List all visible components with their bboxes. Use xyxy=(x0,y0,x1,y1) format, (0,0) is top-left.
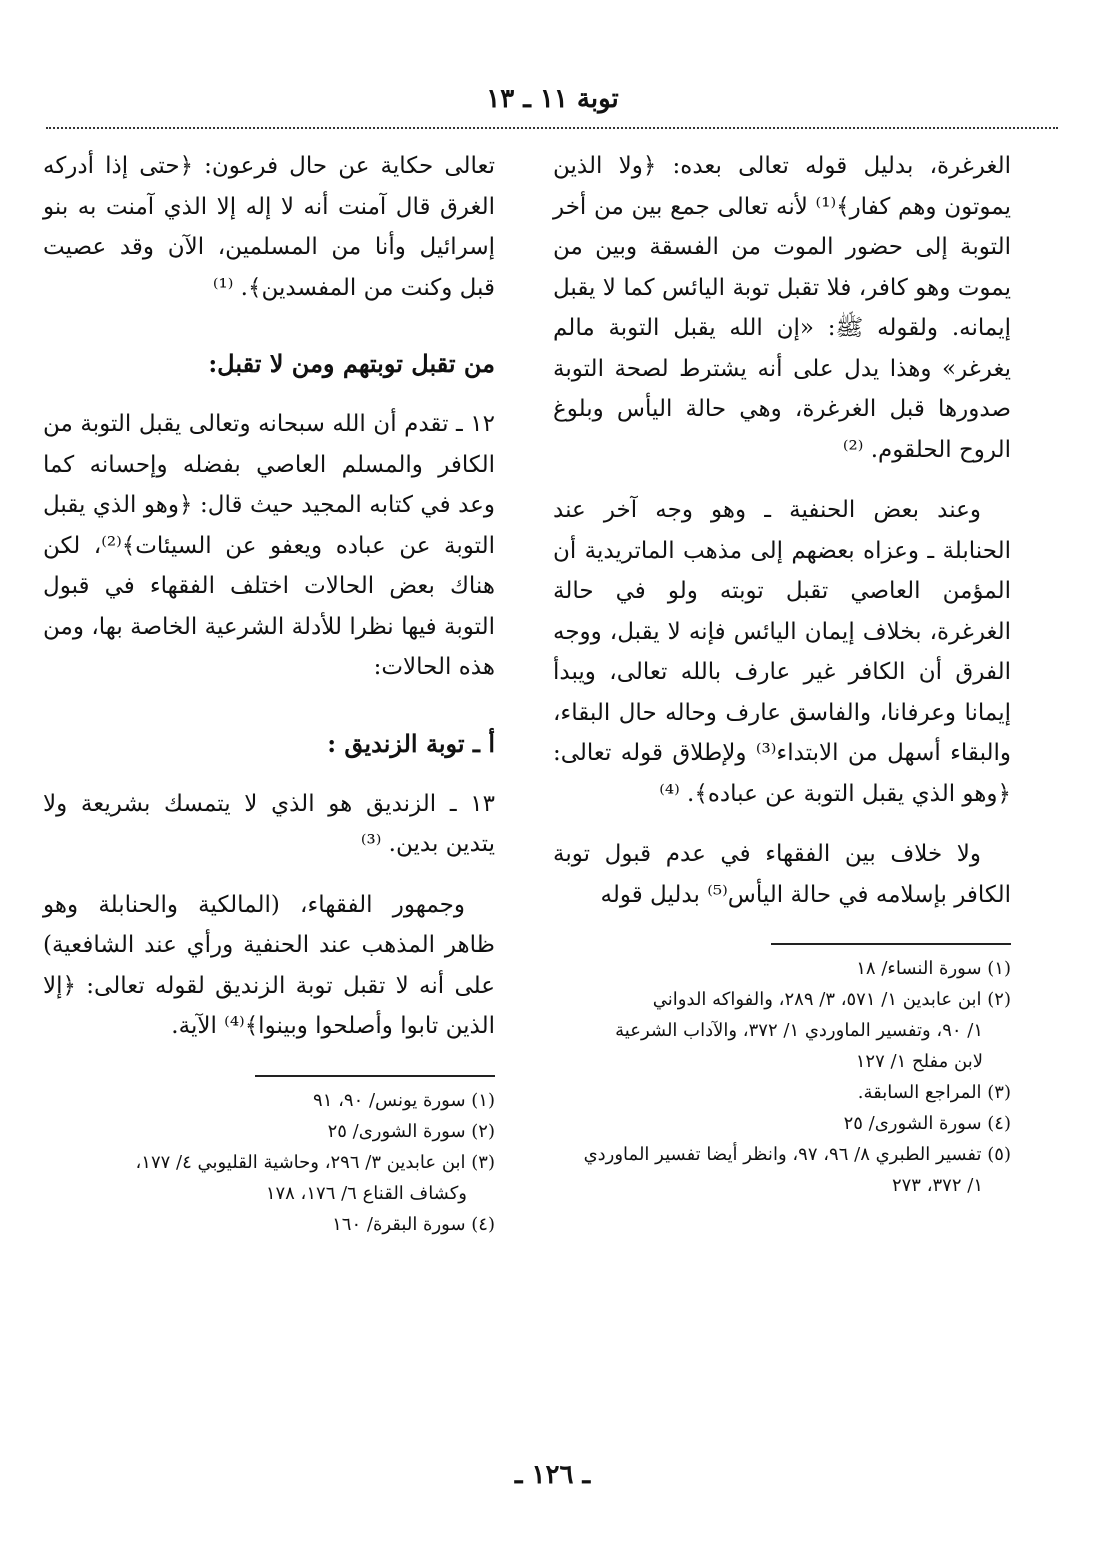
footnote: (١) سورة النساء/ ١٨ xyxy=(856,958,1011,979)
footnote-continuation: ١/ ٩٠، وتفسير الماوردي ١/ ٣٧٢، والآداب الشرعية xyxy=(615,1020,983,1041)
footnote: (٤) سورة الشورى/ ٢٥ xyxy=(843,1113,1011,1134)
footnote-rule xyxy=(771,943,1011,945)
page-number: ـ ١٢٦ ـ xyxy=(514,1460,591,1490)
section-heading: من تقبل توبتهم ومن لا تقبل: xyxy=(208,349,495,378)
paragraph: وعند بعض الحنفية ـ وهو وجه آخر عند الحنابلة ـ وعزاه بعضهم إلى مذهب الماتريدية أن المؤمن العاصي تقبل توبته ولو في حالة الغرغرة، بخلاف إيمان اليائس فإنه لا يقبل، ووجه الفرق أن الكافر غير عارف بالله تعالى، ويبدأ إيمانا وعرفانا، والفاسق عارف وحاله حال البقاء، والبقاء أسهل من الابتداء⁽³⁾ ولإطلاق قوله تعالى: ﴿وهو الذي يقبل التوبة عن عباده﴾. ⁽⁴⁾ xyxy=(553,497,1012,807)
footnote-continuation: لابن مفلح ١/ ١٢٧ xyxy=(855,1051,983,1072)
footnote: (٥) تفسير الطبري ٨/ ٩٦، ٩٧، وانظر أيضا تفسير الماوردي xyxy=(583,1144,1011,1165)
footnote: (١) سورة يونس/ ٩٠، ٩١ xyxy=(313,1089,495,1111)
paragraph: تعالى حكاية عن حال فرعون: ﴿حتى إذا أدركه الغرق قال آمنت أنه لا إله إلا الذي آمنت به بنو إسرائيل وأنا من المسلمين، الآن وقد عصيت قبل وكنت من المفسدين﴾. ⁽¹⁾ xyxy=(43,153,495,301)
header-dotted-rule xyxy=(46,127,1058,129)
footnote: (٣) المراجع السابقة. xyxy=(857,1082,1011,1103)
paragraph: ١٢ ـ تقدم أن الله سبحانه وتعالى يقبل التوبة من الكافر والمسلم العاصي بفضله وإحسانه كما وعد في كتابه المجيد حيث قال: ﴿وهو الذي يقبل التوبة عن عباده ويعفو عن السيئات﴾⁽²⁾، لكن هناك بعض الحالات اختلف الفقهاء في قبول التوبة فيها نظرا للأدلة الشرعية الخاصة بها، ومن هذه الحالات: xyxy=(43,411,495,680)
footnote-continuation: ١/ ٣٧٢، ٢٧٣ xyxy=(891,1175,983,1196)
footnote-continuation: وكشاف القناع ٦/ ١٧٦، ١٧٨ xyxy=(265,1182,467,1204)
left-column xyxy=(43,146,495,1240)
footnote: (٣) ابن عابدين ٣/ ٢٩٦، وحاشية القليوبي ٤/ ١٧٧، xyxy=(135,1151,495,1173)
footnote: (٢) ابن عابدين ١/ ٥٧١، ٣/ ٢٨٩، والفواكه الدواني xyxy=(652,989,1011,1010)
paragraph: ولا خلاف بين الفقهاء في عدم قبول توبة الكافر بإسلامه في حالة اليأس⁽⁵⁾ بدليل قوله xyxy=(553,841,1011,908)
section-heading: أ ـ توبة الزنديق : xyxy=(327,728,495,758)
footnote: (٤) سورة البقرة/ ١٦٠ xyxy=(332,1213,495,1235)
footnote: (٢) سورة الشورى/ ٢٥ xyxy=(327,1120,495,1142)
paragraph: ١٣ ـ الزنديق هو الذي لا يتمسك بشريعة ولا يتدين بدين. ⁽³⁾ xyxy=(43,790,495,857)
running-header: توبة ١١ ـ ١٣ xyxy=(486,84,619,114)
paragraph: وجمهور الفقهاء، (المالكية والحنابلة وهو ظاهر المذهب عند الحنفية ورأي عند الشافعية) على أنه لا تقبل توبة الزنديق لقوله تعالى: ﴿إلا الذين تابوا وأصلحوا وبينوا﴾⁽⁴⁾ الآية. xyxy=(43,891,495,1039)
right-column xyxy=(553,146,1011,1201)
footnote-rule xyxy=(255,1075,495,1077)
paragraph: الغرغرة، بدليل قوله تعالى بعده: ﴿ولا الذين يموتون وهم كفار﴾⁽¹⁾ لأنه تعالى جمع بين من أخر التوبة إلى حضور الموت من الفسقة وبين من يموت وهو كافر، فلا تقبل توبة اليائس كما لا يقبل إيمانه. ولقوله ﷺ: «إن الله يقبل التوبة مالم يغرغر» وهذا يدل على أنه يشترط لصحة التوبة صدورها قبل الغرغرة، وهي حالة اليأس وبلوغ الروح الحلقوم. ⁽²⁾ xyxy=(553,153,1012,463)
